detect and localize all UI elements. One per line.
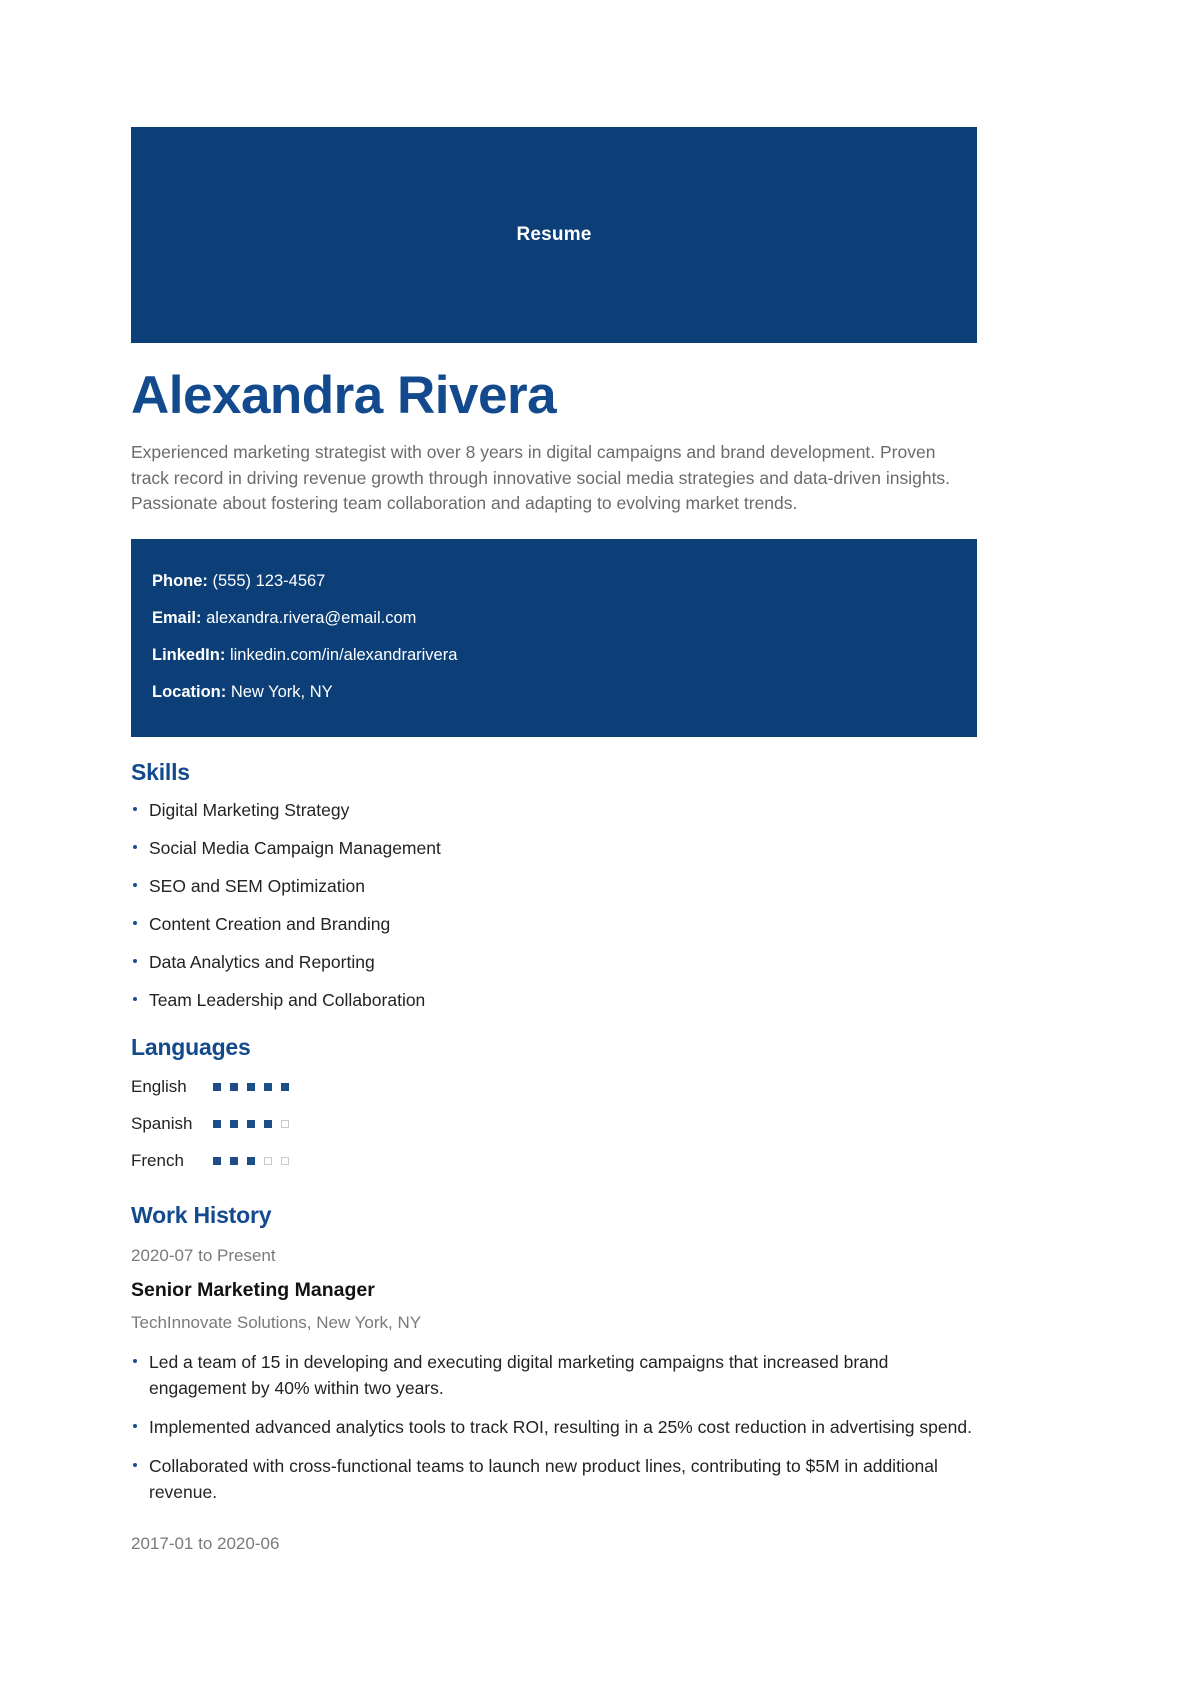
contact-value-location: New York, NY <box>230 682 333 701</box>
language-rating <box>213 1157 289 1165</box>
banner-title: Resume <box>516 224 592 245</box>
contact-value-phone: (555) 123-4567 <box>212 571 326 590</box>
job-title: Senior Marketing Manager <box>131 1278 375 1301</box>
language-name: French <box>131 1151 184 1171</box>
candidate-name: Alexandra Rivera <box>131 366 557 425</box>
contact-row-phone <box>152 563 956 600</box>
language-rating <box>213 1083 289 1091</box>
section-heading-work-history: Work History <box>131 1201 272 1228</box>
job-dates: 2020-07 to Present <box>131 1245 276 1265</box>
rating-square-filled <box>247 1083 255 1091</box>
rating-square-filled <box>230 1157 238 1165</box>
skill-item: Team Leadership and Collaboration <box>131 988 977 1012</box>
skill-item: Social Media Campaign Management <box>131 836 977 860</box>
language-row <box>131 1143 977 1180</box>
rating-square-empty <box>281 1157 289 1165</box>
contact-info-block <box>131 539 977 737</box>
job-bullet: Implemented advanced analytics tools to track ROI, resulting in a 25% cost reduction in advertising spend. <box>131 1414 977 1440</box>
job-bullet: Collaborated with cross-functional teams to launch new product lines, contributing to $5M in additional revenue. <box>131 1453 977 1505</box>
contact-row-location <box>152 674 956 711</box>
skill-item: Data Analytics and Reporting <box>131 950 977 974</box>
work-history-entry <box>131 1243 977 1505</box>
contact-value-email[interactable]: alexandra.rivera@email.com <box>206 608 417 627</box>
language-rating <box>213 1120 289 1128</box>
rating-square-filled <box>213 1083 221 1091</box>
rating-square-filled <box>264 1120 272 1128</box>
rating-square-filled <box>247 1157 255 1165</box>
contact-value-linkedin[interactable]: linkedin.com/in/alexandrarivera <box>229 645 458 664</box>
rating-square-filled <box>247 1120 255 1128</box>
contact-label-email: Email: <box>152 608 202 627</box>
contact-label-linkedin: LinkedIn: <box>152 645 226 664</box>
rating-square-filled <box>264 1083 272 1091</box>
rating-square-empty <box>281 1120 289 1128</box>
rating-square-empty <box>264 1157 272 1165</box>
job-dates: 2017-01 to 2020-06 <box>131 1533 280 1553</box>
contact-row-email <box>152 600 956 637</box>
languages-list <box>131 1069 977 1180</box>
resume-content <box>131 0 977 1557</box>
rating-square-filled <box>213 1157 221 1165</box>
section-heading-skills: Skills <box>131 758 190 785</box>
skills-list <box>131 798 977 1012</box>
skill-item: Content Creation and Branding <box>131 912 977 936</box>
skill-item: Digital Marketing Strategy <box>131 798 977 822</box>
rating-square-filled <box>281 1083 289 1091</box>
contact-label-location: Location: <box>152 682 227 701</box>
language-row <box>131 1106 977 1143</box>
section-heading-languages: Languages <box>131 1033 251 1060</box>
job-bullet: Led a team of 15 in developing and executing digital marketing campaigns that increased brand engagement by 40% within two years. <box>131 1349 977 1401</box>
contact-label-phone: Phone: <box>152 571 208 590</box>
language-row <box>131 1069 977 1106</box>
rating-square-filled <box>213 1120 221 1128</box>
language-name: English <box>131 1077 187 1097</box>
professional-summary: Experienced marketing strategist with over 8 years in digital campaigns and brand development. Proven track record in driving revenue growth through innovative social media strategies and data-driven insights. Passionate about fostering team collaboration and adapting to evolving market trends. <box>131 442 951 514</box>
job-responsibilities-list <box>131 1349 977 1505</box>
resume-header-banner <box>131 127 977 343</box>
language-name: Spanish <box>131 1114 193 1134</box>
skill-item: SEO and SEM Optimization <box>131 874 977 898</box>
job-company: TechInnovate Solutions, New York, NY <box>131 1312 422 1332</box>
rating-square-filled <box>230 1120 238 1128</box>
rating-square-filled <box>230 1083 238 1091</box>
contact-row-linkedin <box>152 637 956 674</box>
